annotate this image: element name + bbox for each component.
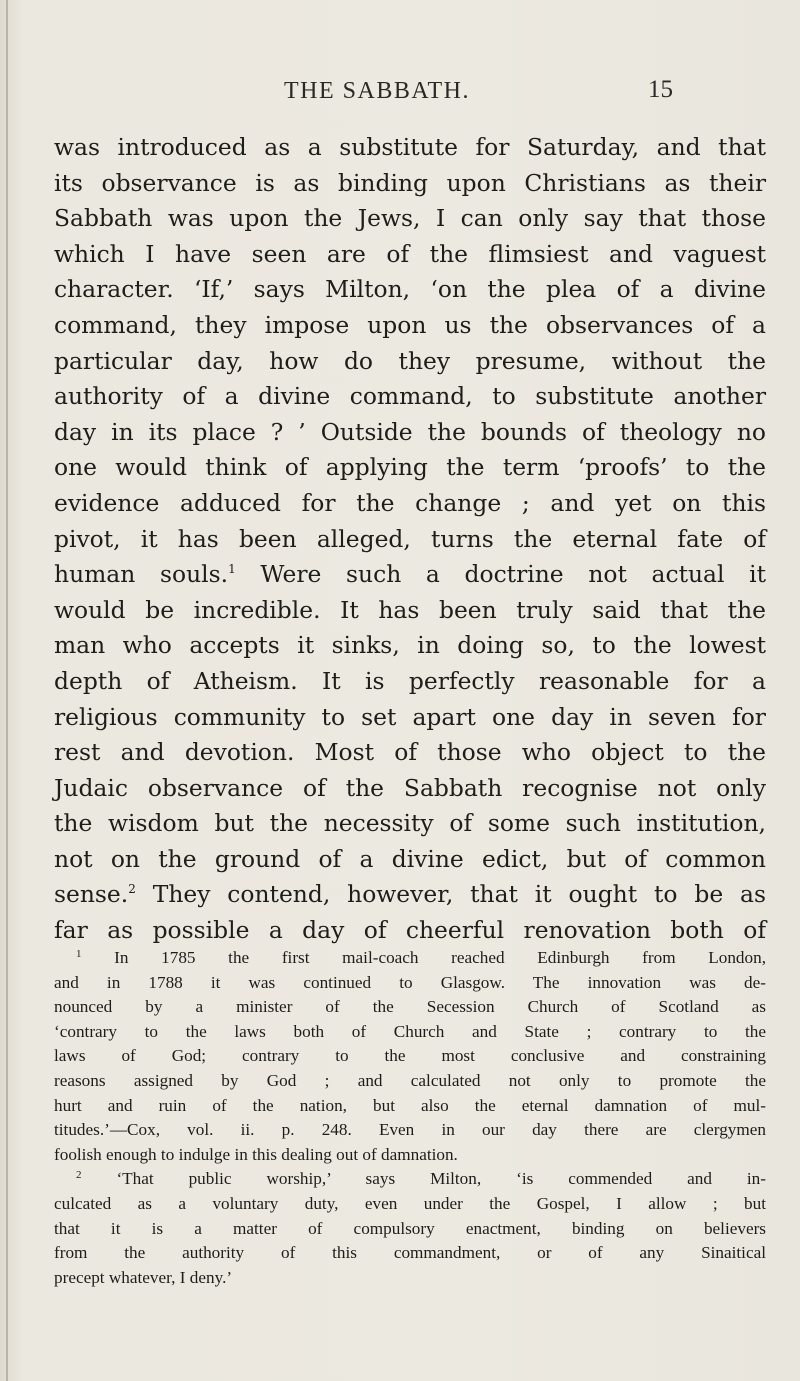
footnotes bbox=[54, 946, 766, 1290]
body-line: which I have seen are of the flimsiest and vaguest bbox=[54, 239, 766, 268]
body-line: depth of Atheism. It is perfectly reasonable for a bbox=[54, 666, 766, 695]
footnote-text: ‘That public worship,’ says Milton, ‘is commended and in- bbox=[116, 1169, 767, 1189]
body-line: command, they impose upon us the observances of a bbox=[54, 310, 766, 339]
body-line: pivot, it has been alleged, turns the eternal fate of bbox=[54, 524, 766, 553]
footnote-line: hurt and ruin of the nation, but also the eternal damnation of mul- bbox=[54, 1095, 766, 1115]
body-line: Judaic observance of the Sabbath recognise not only bbox=[54, 773, 766, 802]
body-line-head: sense. bbox=[54, 880, 129, 909]
footnote-ref-1: 1 bbox=[228, 562, 236, 577]
body-line: rest and devotion. Most of those who object to the bbox=[54, 738, 766, 767]
footnote-line: reasons assigned by God ; and calculated not only to promote the bbox=[54, 1070, 766, 1090]
body-line: one would think of applying the term ‘proofs’ to the bbox=[54, 453, 766, 482]
footnote-ref-2: 2 bbox=[128, 882, 136, 897]
body-line: Sabbath was upon the Jews, I can only say that those bbox=[54, 204, 766, 233]
footnote-number-2: 2 bbox=[76, 1169, 82, 1182]
body-line: was introduced as a substitute for Saturday, and that bbox=[54, 133, 766, 161]
body-line: far as possible a day of cheerful renovation both of bbox=[54, 916, 766, 945]
body-line-head: human souls. bbox=[54, 560, 229, 589]
body-text bbox=[54, 130, 766, 949]
footnote-line: nounced by a minister of the Secession Church of Scotland as bbox=[54, 997, 766, 1017]
footnote-line bbox=[54, 946, 766, 971]
body-line: day in its place ? ’ Outside the bounds of theology no bbox=[54, 417, 766, 446]
footnote-line: and in 1788 it was continued to Glasgow. The innovation was de- bbox=[54, 972, 766, 992]
footnote-line bbox=[54, 1167, 766, 1192]
footnote-line: laws of God; contrary to the most conclusive and constraining bbox=[54, 1046, 766, 1066]
footnote-text: In 1785 the first mail-coach reached Edinburgh from London, bbox=[114, 948, 767, 967]
page-number: 15 bbox=[648, 76, 673, 103]
footnote-line: that it is a matter of compulsory enactment, binding on believers bbox=[54, 1218, 766, 1238]
body-line: authority of a divine command, to substitute another bbox=[54, 382, 766, 411]
footnote-number-1: 1 bbox=[76, 948, 82, 960]
body-line: not on the ground of a divine edict, but of common bbox=[54, 844, 766, 873]
footnote-line: from the authority of this commandment, or of any Sinaitical bbox=[54, 1243, 766, 1263]
body-line: the wisdom but the necessity of some such institution, bbox=[54, 809, 766, 838]
footnote-line: foolish enough to indulge in this dealing out of damnation. bbox=[54, 1144, 458, 1164]
footnote-line: titudes.’—Cox, vol. ii. p. 248. Even in our day there are clergymen bbox=[54, 1120, 766, 1140]
body-line: evidence adduced for the change ; and yet on this bbox=[54, 488, 766, 517]
body-line: its observance is as binding upon Christians as their bbox=[54, 168, 766, 197]
body-line-with-footnote-ref bbox=[54, 877, 766, 913]
body-line-with-footnote-ref bbox=[54, 557, 766, 593]
body-line: character. ‘If,’ says Milton, ‘on the plea of a divine bbox=[54, 275, 766, 304]
body-line: religious community to set apart one day in seven for bbox=[54, 702, 766, 731]
body-line: man who accepts it sinks, in doing so, to the lowest bbox=[54, 631, 766, 660]
footnote-line: precept whatever, I deny.’ bbox=[54, 1267, 233, 1287]
footnote-line: ‘contrary to the laws both of Church and State ; contrary to the bbox=[54, 1021, 766, 1041]
body-line: particular day, how do they presume, without the bbox=[54, 346, 766, 375]
body-line-tail: They contend, however, that it ought to be as bbox=[135, 880, 766, 909]
running-title: THE SABBATH. bbox=[284, 78, 471, 104]
page-gutter-edge bbox=[6, 0, 8, 1381]
body-line: would be incredible. It has been truly said that the bbox=[54, 595, 766, 624]
footnote-line: culcated as a voluntary duty, even under the Gospel, I allow ; but bbox=[54, 1193, 766, 1213]
body-line-tail: Were such a doctrine not actual it bbox=[235, 560, 767, 589]
page-header bbox=[0, 78, 800, 118]
